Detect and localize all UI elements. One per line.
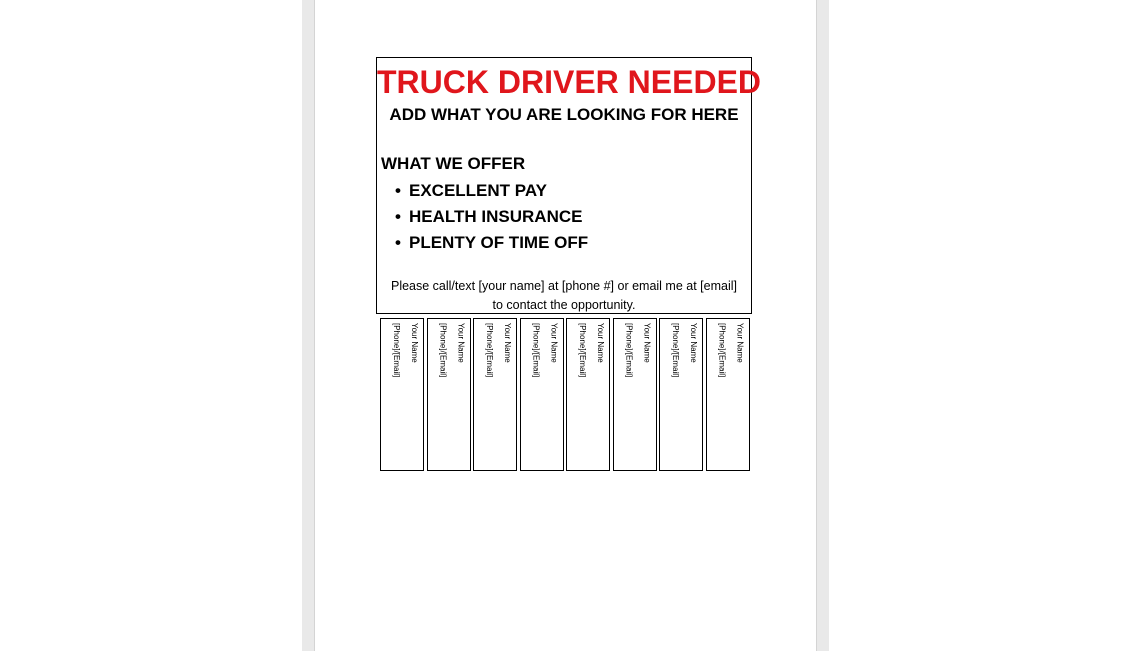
- tear-off-tab[interactable]: [566, 318, 610, 471]
- tab-name: Your Name: [503, 323, 512, 363]
- tab-contact: [Phone]/[Email]: [578, 323, 587, 378]
- tab-contact: [Phone]/[Email]: [624, 323, 634, 378]
- tear-off-tab[interactable]: [427, 318, 471, 471]
- tear-off-tab[interactable]: [706, 318, 750, 471]
- tab-contact: [Phone]/[Email]: [392, 323, 401, 378]
- offer-item: [395, 204, 588, 230]
- tear-off-tab[interactable]: [613, 318, 657, 471]
- tab-contact: [Phone]/[Email]: [671, 323, 680, 378]
- flyer-subtitle: ADD WHAT YOU ARE LOOKING FOR HERE: [389, 105, 739, 124]
- tab-contact: [Phone]/[Email]: [485, 323, 494, 378]
- offer-item-label: HEALTH INSURANCE: [409, 207, 583, 226]
- offer-item-label: EXCELLENT PAY: [409, 181, 547, 200]
- offer-heading: WHAT WE OFFER: [381, 154, 526, 173]
- tear-off-tab[interactable]: [473, 318, 517, 471]
- bullet-icon: •: [395, 233, 401, 252]
- flyer-text-box[interactable]: [376, 57, 762, 314]
- contact-text: Please call/text [your name] at [phone #] or email me at [email] to contact the opportunity.: [390, 279, 737, 312]
- bullet-icon: •: [395, 181, 401, 200]
- tab-name: Your Name: [735, 323, 745, 363]
- tear-off-tabs: [380, 318, 750, 472]
- tab-contact: [Phone]/[Email]: [717, 323, 727, 378]
- tear-off-tab[interactable]: [520, 318, 564, 471]
- tab-name: Your Name: [456, 323, 466, 363]
- tear-off-tab[interactable]: [659, 318, 703, 471]
- offer-item-label: PLENTY OF TIME OFF: [409, 233, 589, 252]
- tab-name: Your Name: [549, 323, 559, 363]
- tab-name: Your Name: [410, 323, 419, 363]
- tab-name: Your Name: [689, 323, 698, 363]
- offer-item: [395, 230, 588, 256]
- offer-item: [395, 178, 588, 204]
- tab-name: Your Name: [642, 323, 652, 363]
- flyer-title: TRUCK DRIVER NEEDED: [377, 64, 762, 100]
- tab-name: Your Name: [596, 323, 605, 363]
- tab-contact: [Phone]/[Email]: [531, 323, 541, 378]
- offer-list: [395, 178, 588, 256]
- tear-off-tab[interactable]: [380, 318, 424, 471]
- bullet-icon: •: [395, 207, 401, 226]
- tab-contact: [Phone]/[Email]: [438, 323, 448, 378]
